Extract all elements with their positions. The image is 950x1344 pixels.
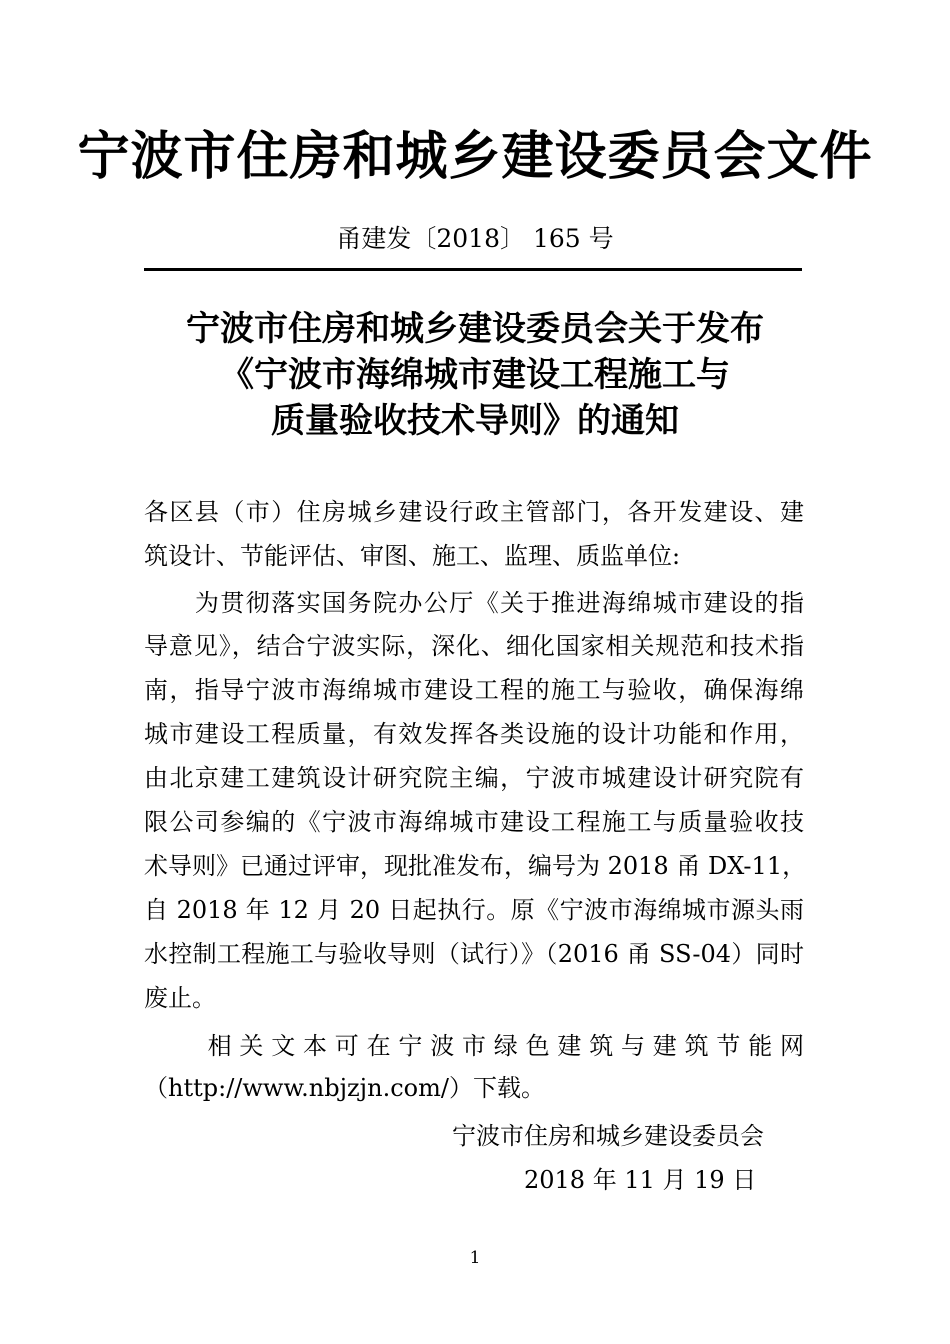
addressee-line: 筑设计、节能评估、审图、施工、监理、质监单位: [144,542,681,570]
document-header-title: 宁波市住房和城乡建设委员会文件 [77,126,873,187]
header-divider [144,268,802,271]
signature-organization: 宁波市住房和城乡建设委员会 [452,1122,764,1150]
body-text-line: 南，指导宁波市海绵城市建设工程的施工与验收，确保海绵 [144,676,804,704]
website-link-line: （http://www.nbjzjn.com/）下载。 [144,1074,545,1102]
body-text-line: 废止。 [144,984,216,1012]
notice-title-line: 《宁波市海绵城市建设工程施工与 [220,355,730,395]
addressee-line: 各区县（市）住房城乡建设行政主管部门，各开发建设、建 [144,498,804,526]
body-text-line: 限公司参编的《宁波市海绵城市建设工程施工与质量验收技 [144,808,804,836]
body-text-line: 城市建设工程质量，有效发挥各类设施的设计功能和作用， [144,720,804,748]
notice-title [0,306,950,444]
page-number: 1 [469,1248,481,1268]
body-text-line: 由北京建工建筑设计研究院主编，宁波市城建设计研究院有 [144,764,804,792]
notice-title-line: 质量验收技术导则》的通知 [271,401,679,441]
body-text-line: 术导则》已通过评审，现批准发布，编号为 2018 甬 DX-11， [144,852,807,880]
body-text-line: 水控制工程施工与验收导则（试行）》（2016 甬 SS-04）同时 [144,940,804,968]
body-text-line: 导意见》，结合宁波实际，深化、细化国家相关规范和技术指 [144,632,804,660]
signature-date: 2018 年 11 月 19 日 [524,1166,757,1194]
notice-title-line: 宁波市住房和城乡建设委员会关于发布 [186,309,764,349]
body-text-line: 相关文本可在宁波市绿色建筑与建筑节能网 [144,1032,804,1060]
body-text-line: 为贯彻落实国务院办公厅《关于推进海绵城市建设的指 [144,589,804,617]
document-number: 甬建发〔2018〕 165 号 [336,224,614,253]
body-text-line: 自 2018 年 12 月 20 日起执行。原《宁波市海绵城市源头雨 [144,896,804,924]
